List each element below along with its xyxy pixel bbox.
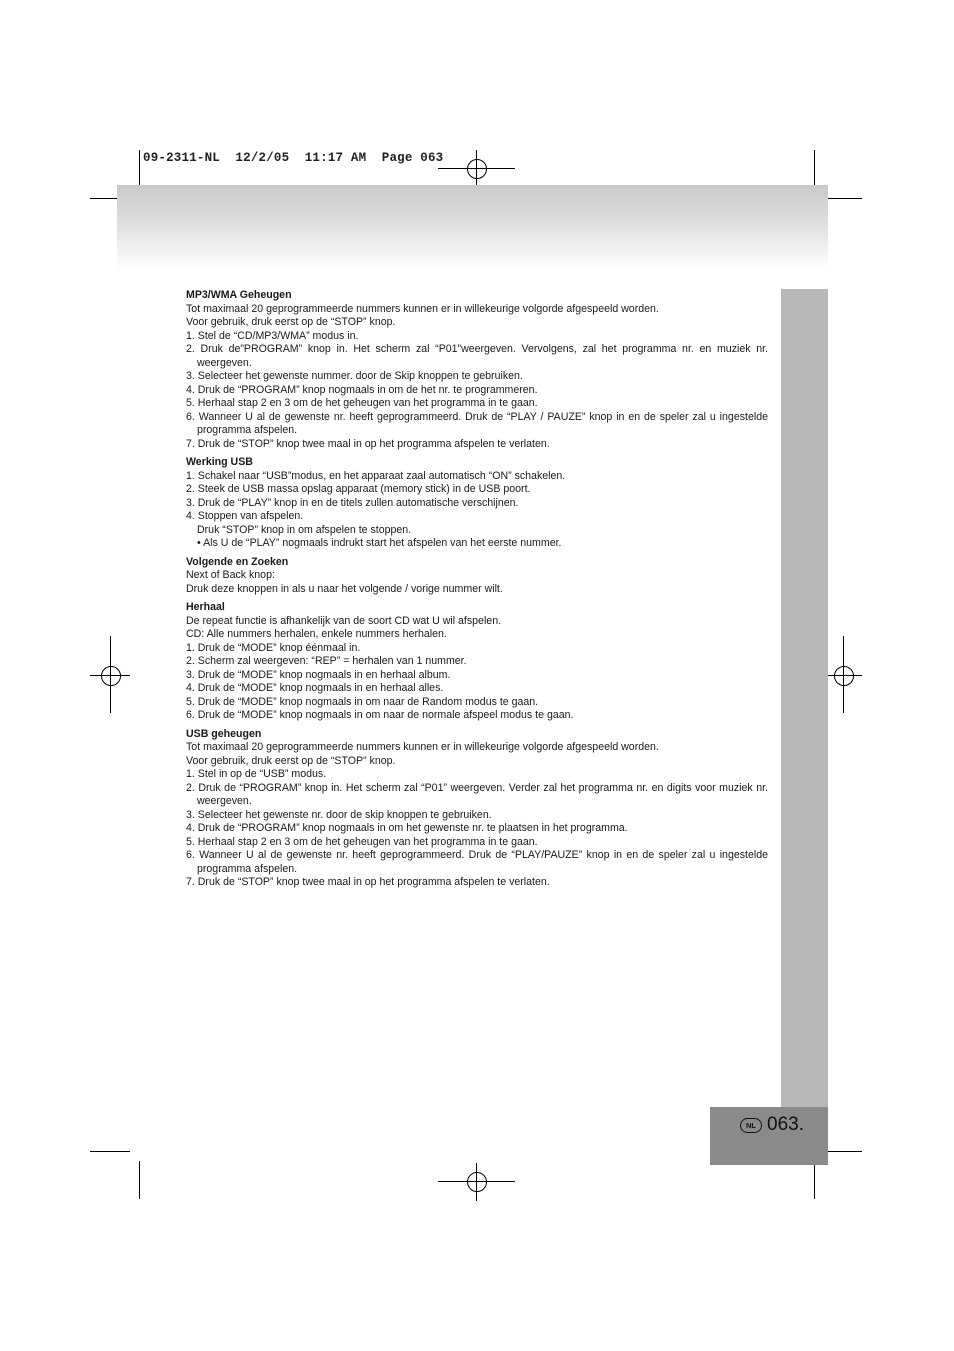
step-list xyxy=(186,768,768,890)
list-item: 3. Druk de “PLAY” knop in en de titels zullen automatische verschijnen. xyxy=(186,496,519,509)
list-item: 3. Selecteer het gewenste nr. door de skip knoppen te gebruiken. xyxy=(186,808,492,821)
crop-mark xyxy=(139,1161,140,1199)
list-item: 6. Wanneer U al de gewenste nr. heeft geprogrammeerd. Druk de “PLAY/PAUZE” knop in en de speler zal u ingestelde programma afspelen. xyxy=(186,849,768,875)
manual-content xyxy=(186,289,768,890)
section-heading: Werking USB xyxy=(186,456,253,468)
paragraph: Next of Back knop: xyxy=(186,569,275,581)
crop-mark xyxy=(824,198,862,199)
crop-mark xyxy=(139,150,140,188)
print-slug: 09-2311-NL 12/2/05 11:17 AM Page 063 xyxy=(143,151,444,165)
list-item: 6. Wanneer U al de gewenste nr. heeft geprogrammeerd. Druk de “PLAY / PAUZE” knop in en de speler zal u ingestelde programma afspelen. xyxy=(186,410,768,436)
registration-circle xyxy=(467,159,487,179)
registration-circle xyxy=(101,666,121,686)
section-heading: Volgende en Zoeken xyxy=(186,555,289,568)
registration-circle xyxy=(834,666,854,686)
list-item: 7. Druk de “STOP” knop twee maal in op het programma afspelen te verlaten. xyxy=(186,876,550,888)
crop-mark xyxy=(814,150,815,188)
list-item: 2. Druk de”PROGRAM” knop in. Het scherm zal “P01”weergeven. Vervolgens, zal het programma nr. en muziek nr. weergeven. xyxy=(186,343,768,369)
paragraph: Voor gebruik, druk eerst op de “STOP” knop. xyxy=(186,754,396,767)
list-item: 4. Druk de “PROGRAM” knop nogmaals in om het gewenste nr. te plaatsen in het programma. xyxy=(186,822,628,834)
list-item: 5. Herhaal stap 2 en 3 om de het geheugen van het programma in te gaan. xyxy=(186,397,538,409)
paragraph: Druk deze knoppen in als u naar het volgende / vorige nummer wilt. xyxy=(186,582,503,595)
list-item: 2. Scherm zal weergeven: “REP” = herhalen van 1 nummer. xyxy=(186,655,467,667)
language-badge: NL xyxy=(740,1118,762,1133)
page-number xyxy=(740,1114,804,1136)
side-bar xyxy=(781,289,828,1107)
crop-mark xyxy=(90,1151,130,1152)
paragraph: Voor gebruik, druk eerst op de “STOP” knop. xyxy=(186,316,396,328)
section-herhaal xyxy=(186,601,768,723)
section-heading: MP3/WMA Geheugen xyxy=(186,289,292,301)
paragraph: Tot maximaal 20 geprogrammeerde nummers kunnen er in willekeurige volgorde afgespeeld worden. xyxy=(186,741,659,753)
list-item: 6. Druk de “MODE” knop nogmaals in om naar de normale afspeel modus te gaan. xyxy=(186,709,574,721)
list-item: 2. Steek de USB massa opslag apparaat (memory stick) in de USB poort. xyxy=(186,483,531,495)
sub-paragraph: Druk “STOP” knop in om afspelen te stoppen. xyxy=(197,523,412,536)
step-list xyxy=(186,330,768,452)
header-band xyxy=(117,185,828,270)
paragraph: Tot maximaal 20 geprogrammeerde nummers kunnen er in willekeurige volgorde afgespeeld worden. xyxy=(186,302,659,315)
section-usb-geheugen xyxy=(186,728,768,890)
list-item: 3. Druk de “MODE” knop nogmaals in en herhaal album. xyxy=(186,668,451,681)
list-item: 2. Druk de “PROGRAM” knop in. Het scherm zal “P01” weergeven. Verder zal het programma nr. en digits voor muziek nr. weergeven. xyxy=(186,781,768,807)
list-item: 1. Schakel naar “USB”modus, en het apparaat zaal automatisch “ON” schakelen. xyxy=(186,469,566,482)
list-item: 3. Selecteer het gewenste nummer. door de Skip knoppen te gebruiken. xyxy=(186,370,523,382)
list-item: 1. Druk de “MODE” knop éénmaal in. xyxy=(186,641,361,654)
list-item: 4. Druk de “PROGRAM” knop nogmaals in om de het nr. te programmeren. xyxy=(186,383,538,396)
section-heading: Herhaal xyxy=(186,601,225,613)
section-mp3-wma-geheugen xyxy=(186,289,768,451)
list-item: 1. Stel de “CD/MP3/WMA” modus in. xyxy=(186,329,359,342)
list-item: 1. Stel in op de “USB” modus. xyxy=(186,768,327,780)
paragraph: De repeat functie is afhankelijk van de soort CD wat U wil afspelen. xyxy=(186,614,502,627)
crop-mark xyxy=(824,1151,862,1152)
section-heading: USB geheugen xyxy=(186,727,262,740)
section-werking-usb xyxy=(186,456,768,551)
page-number-text: 063. xyxy=(767,1114,804,1135)
list-item: 4. Stoppen van afspelen. xyxy=(186,510,304,522)
list-item: 5. Herhaal stap 2 en 3 om de het geheugen van het programma in te gaan. xyxy=(186,835,538,848)
paragraph: CD: Alle nummers herhalen, enkele nummers herhalen. xyxy=(186,628,447,640)
list-item: 7. Druk de “STOP” knop twee maal in op het programma afspelen te verlaten. xyxy=(186,437,550,450)
step-list xyxy=(186,470,768,524)
list-item: 5. Druk de “MODE” knop nogmaals in om naar de Random modus te gaan. xyxy=(186,695,539,708)
list-item: 4. Druk de “MODE” knop nogmaals in en herhaal alles. xyxy=(186,682,444,694)
registration-circle xyxy=(467,1172,487,1192)
crop-mark xyxy=(814,1161,815,1199)
bullet-item: • Als U de “PLAY” nogmaals indrukt start het afspelen van het eerste nummer. xyxy=(197,537,562,549)
section-volgende-en-zoeken xyxy=(186,556,768,597)
step-list xyxy=(186,642,768,723)
